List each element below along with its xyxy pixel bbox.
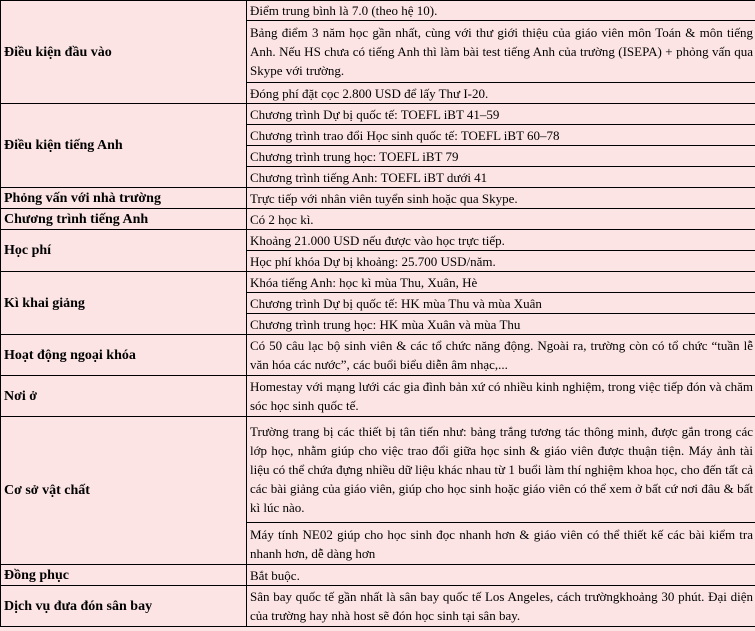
- row-label-airport-pickup: Dịch vụ đưa đón sân bay: [1, 586, 247, 627]
- row-value: Học phí khóa Dự bị khoảng: 25.700 USD/năm.: [247, 251, 755, 272]
- table-row: [1, 188, 755, 209]
- row-value: Chương trình trung học: HK mùa Xuân và mùa Thu: [247, 314, 755, 335]
- row-label-entry-requirements: Điều kiện đầu vào: [1, 1, 247, 104]
- row-label-facilities: Cơ sở vật chất: [1, 417, 247, 565]
- row-value: Chương trình trao đổi Học sinh quốc tế: TOEFL iBT 60–78: [247, 125, 755, 146]
- row-value: Có 50 câu lạc bộ sinh viên & các tổ chức năng động. Ngoài ra, trường còn có tổ chức “tuần lễ văn hóa các nước”, các buổi biểu diễn âm nhạc,...: [247, 335, 755, 376]
- row-value: Đóng phí đặt cọc 2.800 USD để lấy Thư I-20.: [247, 83, 755, 104]
- row-value: Trường trang bị các thiết bị tân tiến như: bảng trắng tương tác thông minh, được gắn trong các lớp học, nhằm giúp cho việc trao đổi giữa học sinh & giáo viên được thuận tiện. Máy ảnh tài liệu có thể chứa đựng nhiều dữ liệu khác nhau từ 1 buổi làm thí nghiệm khoa học, cho đến tất cả các bài giảng của giáo viên, giúp cho học sinh hoặc giáo viên có thể xem ở bất cứ nơi đâu & bất kì lúc nào.: [247, 417, 755, 523]
- row-label-tuition: Học phí: [1, 230, 247, 272]
- row-value: Bảng điểm 3 năm học gần nhất, cùng với thư giới thiệu của giáo viên môn Toán & môn tiếng Anh. Nếu HS chưa có tiếng Anh thì làm bài test tiếng Anh của trường (ISEPA) + phỏng vấn qua Skype với trường.: [247, 21, 755, 83]
- row-label-accommodation: Nơi ở: [1, 376, 247, 417]
- row-value: Máy tính NE02 giúp cho học sinh đọc nhanh hơn & giáo viên có thể thiết kế các bài kiểm tra nhanh hơn, dễ dàng hơn: [247, 523, 755, 565]
- row-label-extracurricular: Hoạt động ngoại khóa: [1, 335, 247, 376]
- row-label-english-requirements: Điều kiện tiếng Anh: [1, 104, 247, 188]
- table-row: [1, 209, 755, 230]
- table-row: [1, 417, 755, 523]
- table-row: [1, 565, 755, 586]
- row-value: Điểm trung bình là 7.0 (theo hệ 10).: [247, 1, 755, 21]
- row-value: Chương trình Dự bị quốc tế: HK mùa Thu và mùa Xuân: [247, 293, 755, 314]
- row-label-intake: Kì khai giảng: [1, 272, 247, 335]
- table-row: [1, 230, 755, 251]
- table-row: [1, 376, 755, 417]
- row-label-interview: Phỏng vấn với nhà trường: [1, 188, 247, 209]
- row-value: Có 2 học kì.: [247, 209, 755, 230]
- table-row: [1, 586, 755, 627]
- table-row: [1, 335, 755, 376]
- row-value: Khoảng 21.000 USD nếu được vào học trực tiếp.: [247, 230, 755, 251]
- row-label-english-program: Chương trình tiếng Anh: [1, 209, 247, 230]
- table-row: [1, 272, 755, 293]
- row-value: Chương trình trung học: TOEFL iBT 79: [247, 146, 755, 167]
- row-value: Sân bay quốc tế gần nhất là sân bay quốc tế Los Angeles, cách trườngkhoảng 30 phút. Đại diện của trường hay nhà host sẽ đón học sinh tại sân bay.: [247, 586, 755, 627]
- table-row: [1, 1, 755, 21]
- row-value: Chương trình Dự bị quốc tế: TOEFL iBT 41–59: [247, 104, 755, 125]
- row-value: Homestay với mạng lưới các gia đình bản xứ có nhiều kinh nghiệm, trong việc tiếp đón và chăm sóc học sinh quốc tế.: [247, 376, 755, 417]
- row-label-uniform: Đồng phục: [1, 565, 247, 586]
- row-value: Khóa tiếng Anh: học kì mùa Thu, Xuân, Hè: [247, 272, 755, 293]
- row-value: Trực tiếp với nhân viên tuyển sinh hoặc qua Skype.: [247, 188, 755, 209]
- row-value: Chương trình tiếng Anh: TOEFL iBT dưới 41: [247, 167, 755, 188]
- table-row: [1, 104, 755, 125]
- row-value: Bắt buộc.: [247, 565, 755, 586]
